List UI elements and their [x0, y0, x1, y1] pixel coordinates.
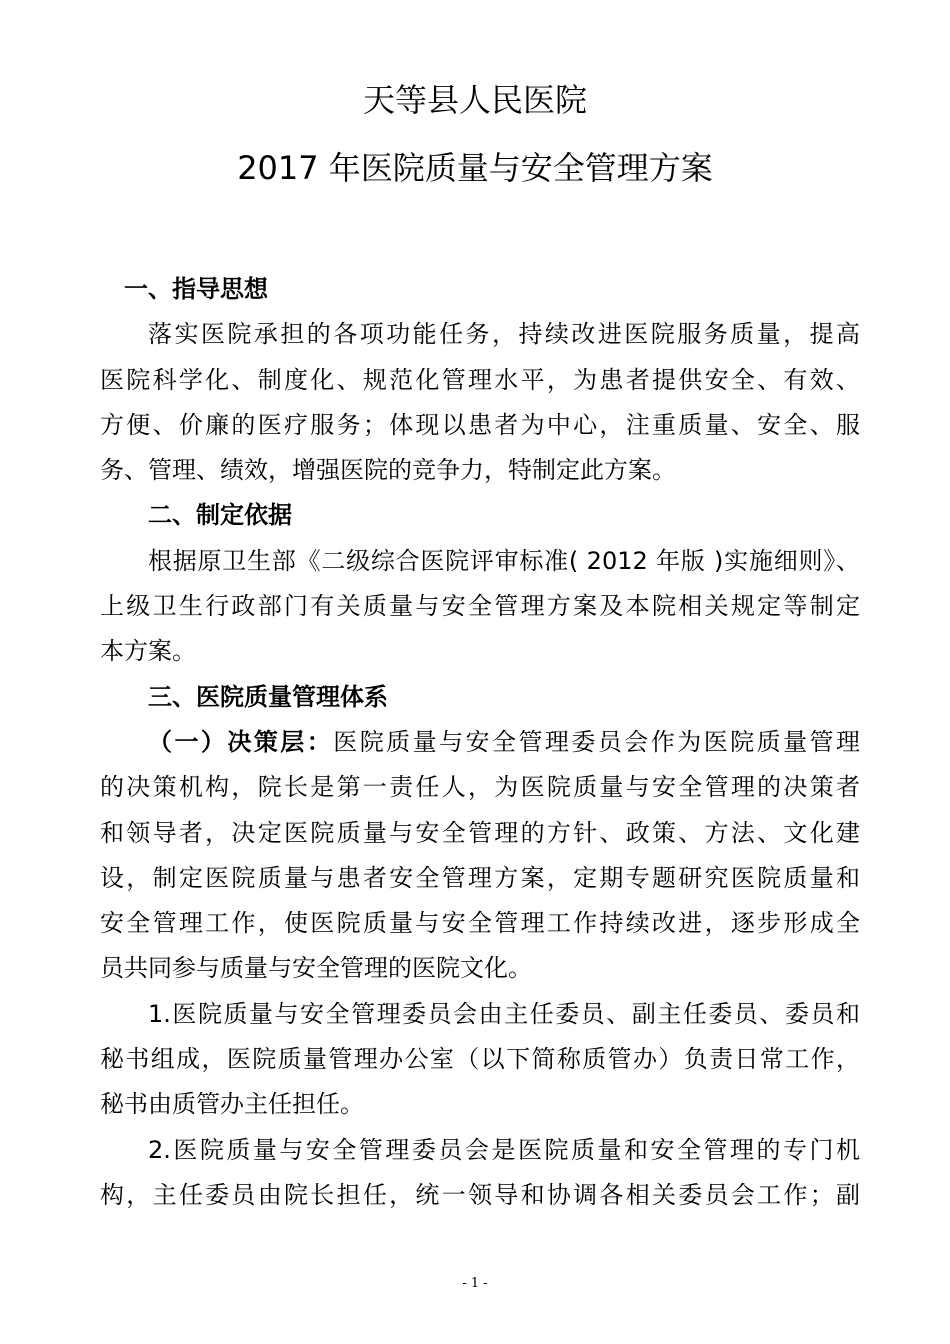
paragraph-line: 的决策机构，院长是第一责任人，为医院质量与安全管理的决策者: [100, 773, 860, 802]
page-number: - 1 -: [462, 1276, 488, 1291]
list-item-line: 秘书组成，医院质量管理办公室（以下简称质管办）负责日常工作，: [100, 1045, 860, 1074]
document-body: [100, 267, 860, 1218]
paragraph-line: 设，制定医院质量与患者安全管理方案，定期专题研究医院质量和: [100, 863, 860, 892]
paragraph-line: 落实医院承担的各项功能任务，持续改进医院服务质量，提高: [148, 320, 860, 349]
paragraph-line: 员共同参与质量与安全管理的医院文化。: [100, 954, 532, 983]
section-heading-basis: 二、制定依据: [148, 501, 292, 530]
list-item-line: 2.医院质量与安全管理委员会是医院质量和安全管理的专门机: [148, 1135, 860, 1164]
paragraph-line: 医院科学化、制度化、规范化管理水平，为患者提供安全、有效、: [100, 365, 860, 394]
paragraph-text: 医院质量与安全管理委员会作为医院质量管理: [333, 727, 861, 756]
list-item-line: 构，主任委员由院长担任，统一领导和协调各相关委员会工作；副: [100, 1180, 860, 1209]
document-title-line1: 天等县人民医院: [362, 81, 587, 119]
subsection-label-decision-layer: （一）决策层：: [148, 727, 334, 756]
list-item-line: 秘书由质管办主任担任。: [100, 1090, 364, 1119]
paragraph-line: 和领导者，决定医院质量与安全管理的方针、政策、方法、文化建: [100, 818, 860, 847]
paragraph-line: 务、管理、绩效，增强医院的竞争力，特制定此方案。: [100, 456, 676, 485]
paragraph-line: 安全管理工作，使医院质量与安全管理工作持续改进，逐步形成全: [100, 909, 860, 938]
paragraph-line: 上级卫生行政部门有关质量与安全管理方案及本院相关规定等制定: [100, 592, 860, 621]
paragraph-line: 本方案。: [100, 637, 196, 666]
section-heading-quality-system: 三、医院质量管理体系: [148, 682, 388, 711]
document-title-line2: 2017 年医院质量与安全管理方案: [237, 149, 713, 187]
section-heading-guiding-ideology: 一、指导思想: [124, 275, 268, 303]
list-item-line: 1.医院质量与安全管理委员会由主任委员、副主任委员、委员和: [148, 999, 860, 1028]
paragraph-line: 方便、价廉的医疗服务；体现以患者为中心，注重质量、安全、服: [100, 410, 860, 439]
paragraph-line-with-label: [100, 720, 860, 765]
paragraph-line: 根据原卫生部《二级综合医院评审标准( 2012 年版 )实施细则》、: [148, 546, 860, 575]
